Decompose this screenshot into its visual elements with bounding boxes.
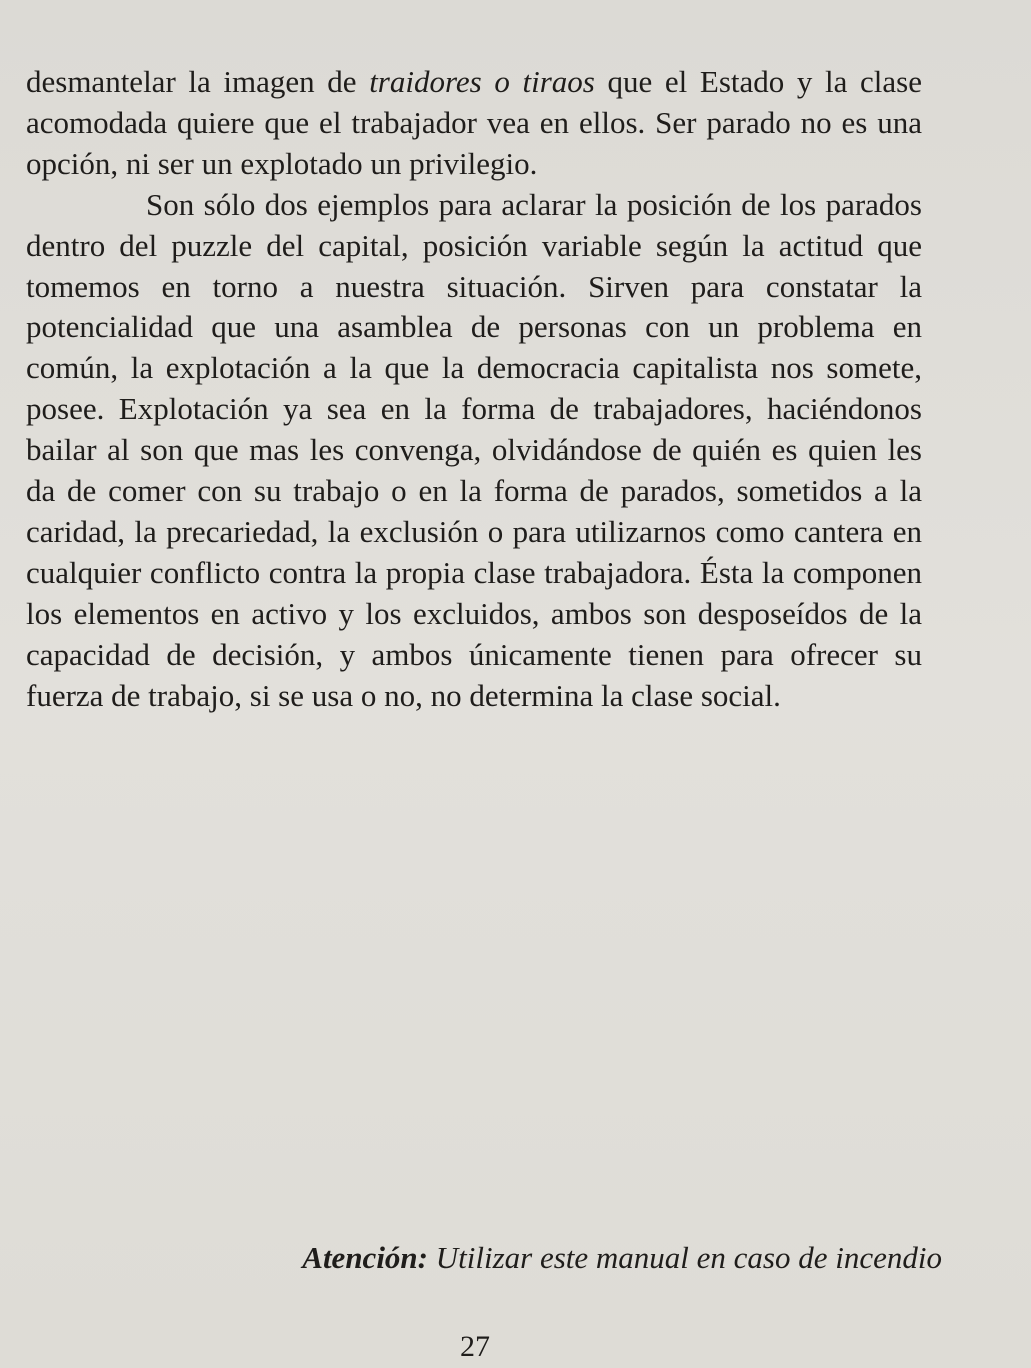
page-number: 27 [460,1330,490,1363]
footer-note-label: Atención: [302,1240,428,1275]
paragraph-1-text-after: que el Estado y la clase acomodada quiere que el trabajador vea en ellos. Ser parado no es una opción, ni ser un explotado un privilegio. [26,64,922,181]
footer-note-text: Utilizar este manual en caso de incendio [428,1240,942,1275]
italic-phrase: traidores o tiraos [369,64,595,99]
paragraph-1-text-before: desmantelar la imagen de [26,64,370,99]
paragraph-continued [26,62,922,185]
body-text [26,62,922,717]
paragraph-main: Son sólo dos ejemplos para aclarar la posición de los parados dentro del puzzle del capital, posición variable según la actitud que tomemos en torno a nuestra situación. Sirven para constatar la potencialidad que una asamblea de personas con un problema en común, la explotación a la que la democracia capitalista nos somete, posee. Explotación ya sea en la forma de trabajadores, haciéndonos bailar al son que mas les convenga, olvidándose de quién es quien les da de comer con su trabajo o en la forma de parados, sometidos a la caridad, la precariedad, la exclusión o para utilizarnos como cantera en cualquier conflicto contra la propia clase trabajadora. Ésta la componen los elementos en activo y los excluidos, ambos son desposeídos de la capacidad de decisión, y ambos únicamente tienen para ofrecer su fuerza de trabajo, si se usa o no, no determina la clase social. [26,186,922,713]
footer-note [0,1240,942,1276]
